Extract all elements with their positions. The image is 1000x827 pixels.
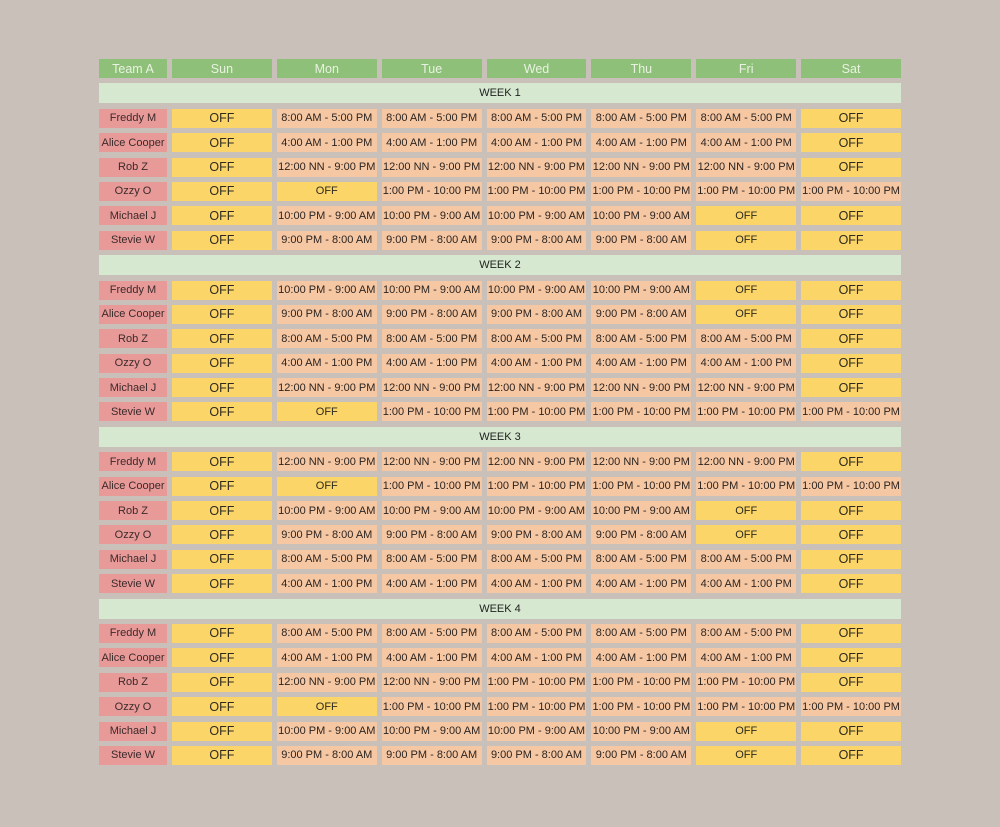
shift-cell-off: OFF [801, 501, 901, 520]
shift-cell: 4:00 AM - 1:00 PM [277, 354, 377, 373]
header-day-mon: Mon [277, 59, 377, 78]
shift-cell: 1:00 PM - 10:00 PM [487, 182, 587, 201]
shift-cell-off: OFF [801, 354, 901, 373]
shift-cell: 1:00 PM - 10:00 PM [487, 673, 587, 692]
shift-cell: 1:00 PM - 10:00 PM [382, 402, 482, 421]
shift-cell: 10:00 PM - 9:00 AM [277, 206, 377, 225]
week-band: WEEK 3 [99, 427, 901, 447]
shift-cell-off: OFF [801, 525, 901, 544]
shift-cell: 4:00 AM - 1:00 PM [277, 574, 377, 593]
shift-cell-off: OFF [801, 452, 901, 471]
shift-cell-off: OFF [172, 354, 272, 373]
shift-cell-off: OFF [801, 305, 901, 324]
shift-cell-off: OFF [696, 525, 796, 544]
employee-name: Ozzy O [99, 697, 167, 716]
shift-cell: 1:00 PM - 10:00 PM [591, 182, 691, 201]
shift-cell: 8:00 AM - 5:00 PM [591, 329, 691, 348]
shift-cell: 1:00 PM - 10:00 PM [591, 402, 691, 421]
shift-cell: 8:00 AM - 5:00 PM [277, 109, 377, 128]
shift-cell: 9:00 PM - 8:00 AM [487, 746, 587, 765]
shift-cell-off: OFF [172, 182, 272, 201]
shift-cell-off: OFF [696, 305, 796, 324]
header-team: Team A [99, 59, 167, 78]
shift-cell: 10:00 PM - 9:00 AM [591, 281, 691, 300]
shift-cell-off: OFF [696, 281, 796, 300]
shift-cell: 10:00 PM - 9:00 AM [487, 281, 587, 300]
shift-cell-off: OFF [696, 206, 796, 225]
shift-cell: 4:00 AM - 1:00 PM [487, 133, 587, 152]
shift-cell: 12:00 NN - 9:00 PM [382, 673, 482, 692]
employee-name: Rob Z [99, 673, 167, 692]
employee-name: Alice Cooper [99, 133, 167, 152]
shift-cell-off: OFF [696, 501, 796, 520]
shift-cell: 12:00 NN - 9:00 PM [487, 452, 587, 471]
shift-cell-off: OFF [277, 697, 377, 716]
employee-name: Stevie W [99, 746, 167, 765]
shift-cell-off: OFF [801, 722, 901, 741]
shift-cell-off: OFF [277, 402, 377, 421]
shift-cell: 12:00 NN - 9:00 PM [696, 158, 796, 177]
shift-cell: 8:00 AM - 5:00 PM [382, 329, 482, 348]
shift-cell: 8:00 AM - 5:00 PM [696, 624, 796, 643]
employee-name: Ozzy O [99, 182, 167, 201]
shift-cell: 1:00 PM - 10:00 PM [591, 697, 691, 716]
shift-cell: 1:00 PM - 10:00 PM [382, 697, 482, 716]
shift-cell: 12:00 NN - 9:00 PM [382, 158, 482, 177]
shift-cell-off: OFF [172, 305, 272, 324]
employee-name: Alice Cooper [99, 648, 167, 667]
shift-cell-off: OFF [172, 378, 272, 397]
header-day-sat: Sat [801, 59, 901, 78]
shift-cell: 10:00 PM - 9:00 AM [591, 722, 691, 741]
shift-cell: 4:00 AM - 1:00 PM [591, 648, 691, 667]
employee-name: Alice Cooper [99, 477, 167, 496]
employee-name: Rob Z [99, 329, 167, 348]
shift-cell: 12:00 NN - 9:00 PM [277, 673, 377, 692]
shift-cell-off: OFF [801, 281, 901, 300]
shift-cell-off: OFF [801, 624, 901, 643]
shift-cell-off: OFF [172, 525, 272, 544]
employee-name: Michael J [99, 378, 167, 397]
shift-cell: 10:00 PM - 9:00 AM [591, 206, 691, 225]
shift-cell: 1:00 PM - 10:00 PM [696, 182, 796, 201]
employee-name: Alice Cooper [99, 305, 167, 324]
shift-cell-off: OFF [801, 378, 901, 397]
shift-cell: 10:00 PM - 9:00 AM [277, 501, 377, 520]
shift-cell-off: OFF [172, 477, 272, 496]
shift-cell-off: OFF [801, 673, 901, 692]
shift-cell-off: OFF [172, 452, 272, 471]
shift-cell: 1:00 PM - 10:00 PM [487, 697, 587, 716]
header-day-tue: Tue [382, 59, 482, 78]
employee-name: Stevie W [99, 574, 167, 593]
shift-cell-off: OFF [172, 329, 272, 348]
shift-cell: 9:00 PM - 8:00 AM [591, 746, 691, 765]
employee-name: Michael J [99, 206, 167, 225]
employee-name: Freddy M [99, 452, 167, 471]
shift-cell: 1:00 PM - 10:00 PM [382, 477, 482, 496]
shift-cell-off: OFF [696, 231, 796, 250]
shift-cell: 1:00 PM - 10:00 PM [487, 477, 587, 496]
shift-cell: 9:00 PM - 8:00 AM [591, 305, 691, 324]
shift-cell-off: OFF [801, 206, 901, 225]
shift-cell: 4:00 AM - 1:00 PM [382, 648, 482, 667]
shift-cell: 12:00 NN - 9:00 PM [487, 378, 587, 397]
week-band: WEEK 4 [99, 599, 901, 619]
shift-cell: 9:00 PM - 8:00 AM [382, 305, 482, 324]
shift-cell: 12:00 NN - 9:00 PM [277, 158, 377, 177]
shift-cell-off: OFF [801, 109, 901, 128]
shift-cell: 1:00 PM - 10:00 PM [801, 697, 901, 716]
shift-cell: 12:00 NN - 9:00 PM [591, 452, 691, 471]
shift-cell: 8:00 AM - 5:00 PM [487, 109, 587, 128]
shift-cell: 4:00 AM - 1:00 PM [277, 133, 377, 152]
shift-cell: 10:00 PM - 9:00 AM [487, 501, 587, 520]
shift-cell: 10:00 PM - 9:00 AM [487, 722, 587, 741]
header-day-fri: Fri [696, 59, 796, 78]
shift-cell: 10:00 PM - 9:00 AM [382, 722, 482, 741]
shift-cell: 4:00 AM - 1:00 PM [591, 574, 691, 593]
schedule-grid [99, 59, 901, 765]
shift-cell-off: OFF [172, 206, 272, 225]
shift-cell: 8:00 AM - 5:00 PM [591, 624, 691, 643]
shift-cell: 9:00 PM - 8:00 AM [591, 231, 691, 250]
shift-cell: 4:00 AM - 1:00 PM [382, 354, 482, 373]
shift-cell-off: OFF [172, 648, 272, 667]
shift-cell: 8:00 AM - 5:00 PM [382, 550, 482, 569]
shift-cell: 9:00 PM - 8:00 AM [382, 231, 482, 250]
shift-cell-off: OFF [172, 574, 272, 593]
shift-cell: 4:00 AM - 1:00 PM [591, 133, 691, 152]
employee-name: Ozzy O [99, 354, 167, 373]
shift-cell-off: OFF [172, 550, 272, 569]
shift-cell: 8:00 AM - 5:00 PM [487, 624, 587, 643]
shift-cell: 9:00 PM - 8:00 AM [591, 525, 691, 544]
shift-cell-off: OFF [172, 624, 272, 643]
shift-cell-off: OFF [172, 722, 272, 741]
shift-cell-off: OFF [801, 329, 901, 348]
shift-cell-off: OFF [696, 746, 796, 765]
shift-cell-off: OFF [801, 133, 901, 152]
header-day-wed: Wed [487, 59, 587, 78]
shift-cell: 8:00 AM - 5:00 PM [591, 550, 691, 569]
shift-cell: 12:00 NN - 9:00 PM [382, 452, 482, 471]
shift-cell: 4:00 AM - 1:00 PM [487, 574, 587, 593]
shift-cell: 8:00 AM - 5:00 PM [487, 329, 587, 348]
shift-cell-off: OFF [277, 477, 377, 496]
shift-cell: 10:00 PM - 9:00 AM [382, 281, 482, 300]
employee-name: Stevie W [99, 402, 167, 421]
shift-cell: 1:00 PM - 10:00 PM [801, 477, 901, 496]
shift-cell-off: OFF [172, 158, 272, 177]
shift-cell: 8:00 AM - 5:00 PM [696, 550, 796, 569]
shift-cell: 1:00 PM - 10:00 PM [801, 182, 901, 201]
employee-name: Rob Z [99, 501, 167, 520]
shift-cell: 9:00 PM - 8:00 AM [277, 305, 377, 324]
shift-cell: 4:00 AM - 1:00 PM [382, 133, 482, 152]
shift-cell-off: OFF [801, 746, 901, 765]
shift-cell: 9:00 PM - 8:00 AM [277, 231, 377, 250]
shift-cell: 12:00 NN - 9:00 PM [591, 378, 691, 397]
shift-cell-off: OFF [801, 550, 901, 569]
header-day-sun: Sun [172, 59, 272, 78]
shift-cell-off: OFF [801, 574, 901, 593]
shift-cell-off: OFF [801, 648, 901, 667]
shift-cell: 4:00 AM - 1:00 PM [696, 354, 796, 373]
shift-cell: 4:00 AM - 1:00 PM [487, 354, 587, 373]
employee-name: Freddy M [99, 281, 167, 300]
shift-cell-off: OFF [172, 746, 272, 765]
shift-cell-off: OFF [172, 673, 272, 692]
shift-cell-off: OFF [696, 722, 796, 741]
employee-name: Michael J [99, 722, 167, 741]
shift-cell: 10:00 PM - 9:00 AM [382, 501, 482, 520]
employee-name: Freddy M [99, 624, 167, 643]
shift-cell-off: OFF [801, 158, 901, 177]
shift-cell-off: OFF [172, 697, 272, 716]
shift-cell: 1:00 PM - 10:00 PM [696, 673, 796, 692]
employee-name: Michael J [99, 550, 167, 569]
shift-cell: 12:00 NN - 9:00 PM [277, 452, 377, 471]
shift-cell: 4:00 AM - 1:00 PM [696, 648, 796, 667]
shift-cell: 8:00 AM - 5:00 PM [277, 550, 377, 569]
shift-cell: 4:00 AM - 1:00 PM [277, 648, 377, 667]
shift-cell: 4:00 AM - 1:00 PM [382, 574, 482, 593]
shift-cell: 12:00 NN - 9:00 PM [382, 378, 482, 397]
shift-cell: 9:00 PM - 8:00 AM [277, 525, 377, 544]
shift-cell: 8:00 AM - 5:00 PM [277, 624, 377, 643]
employee-name: Ozzy O [99, 525, 167, 544]
shift-cell-off: OFF [172, 501, 272, 520]
shift-cell: 9:00 PM - 8:00 AM [487, 305, 587, 324]
employee-name: Rob Z [99, 158, 167, 177]
shift-cell: 8:00 AM - 5:00 PM [591, 109, 691, 128]
shift-cell: 8:00 AM - 5:00 PM [487, 550, 587, 569]
shift-cell: 4:00 AM - 1:00 PM [696, 574, 796, 593]
shift-cell: 10:00 PM - 9:00 AM [277, 281, 377, 300]
shift-cell: 8:00 AM - 5:00 PM [382, 624, 482, 643]
shift-cell: 4:00 AM - 1:00 PM [591, 354, 691, 373]
shift-cell-off: OFF [172, 402, 272, 421]
shift-cell: 8:00 AM - 5:00 PM [382, 109, 482, 128]
shift-cell: 8:00 AM - 5:00 PM [277, 329, 377, 348]
shift-cell-off: OFF [277, 182, 377, 201]
shift-cell: 1:00 PM - 10:00 PM [696, 402, 796, 421]
shift-cell: 4:00 AM - 1:00 PM [696, 133, 796, 152]
shift-cell: 8:00 AM - 5:00 PM [696, 109, 796, 128]
week-band: WEEK 1 [99, 83, 901, 103]
shift-cell: 4:00 AM - 1:00 PM [487, 648, 587, 667]
shift-cell: 12:00 NN - 9:00 PM [696, 452, 796, 471]
employee-name: Freddy M [99, 109, 167, 128]
shift-cell: 1:00 PM - 10:00 PM [591, 673, 691, 692]
shift-cell: 1:00 PM - 10:00 PM [382, 182, 482, 201]
shift-cell: 10:00 PM - 9:00 AM [382, 206, 482, 225]
shift-cell-off: OFF [172, 231, 272, 250]
shift-cell: 12:00 NN - 9:00 PM [591, 158, 691, 177]
header-day-thu: Thu [591, 59, 691, 78]
shift-cell: 1:00 PM - 10:00 PM [487, 402, 587, 421]
shift-cell: 9:00 PM - 8:00 AM [277, 746, 377, 765]
shift-cell: 10:00 PM - 9:00 AM [591, 501, 691, 520]
shift-cell: 8:00 AM - 5:00 PM [696, 329, 796, 348]
shift-cell: 10:00 PM - 9:00 AM [487, 206, 587, 225]
shift-cell: 1:00 PM - 10:00 PM [696, 697, 796, 716]
shift-cell: 9:00 PM - 8:00 AM [487, 231, 587, 250]
shift-cell: 12:00 NN - 9:00 PM [277, 378, 377, 397]
shift-cell: 9:00 PM - 8:00 AM [487, 525, 587, 544]
shift-cell: 1:00 PM - 10:00 PM [801, 402, 901, 421]
shift-cell: 10:00 PM - 9:00 AM [277, 722, 377, 741]
employee-name: Stevie W [99, 231, 167, 250]
shift-cell: 12:00 NN - 9:00 PM [696, 378, 796, 397]
week-band: WEEK 2 [99, 255, 901, 275]
shift-cell: 1:00 PM - 10:00 PM [591, 477, 691, 496]
shift-cell-off: OFF [172, 109, 272, 128]
shift-cell: 1:00 PM - 10:00 PM [696, 477, 796, 496]
shift-cell-off: OFF [172, 133, 272, 152]
shift-cell-off: OFF [801, 231, 901, 250]
shift-cell: 9:00 PM - 8:00 AM [382, 525, 482, 544]
shift-cell: 9:00 PM - 8:00 AM [382, 746, 482, 765]
shift-cell-off: OFF [172, 281, 272, 300]
shift-cell: 12:00 NN - 9:00 PM [487, 158, 587, 177]
